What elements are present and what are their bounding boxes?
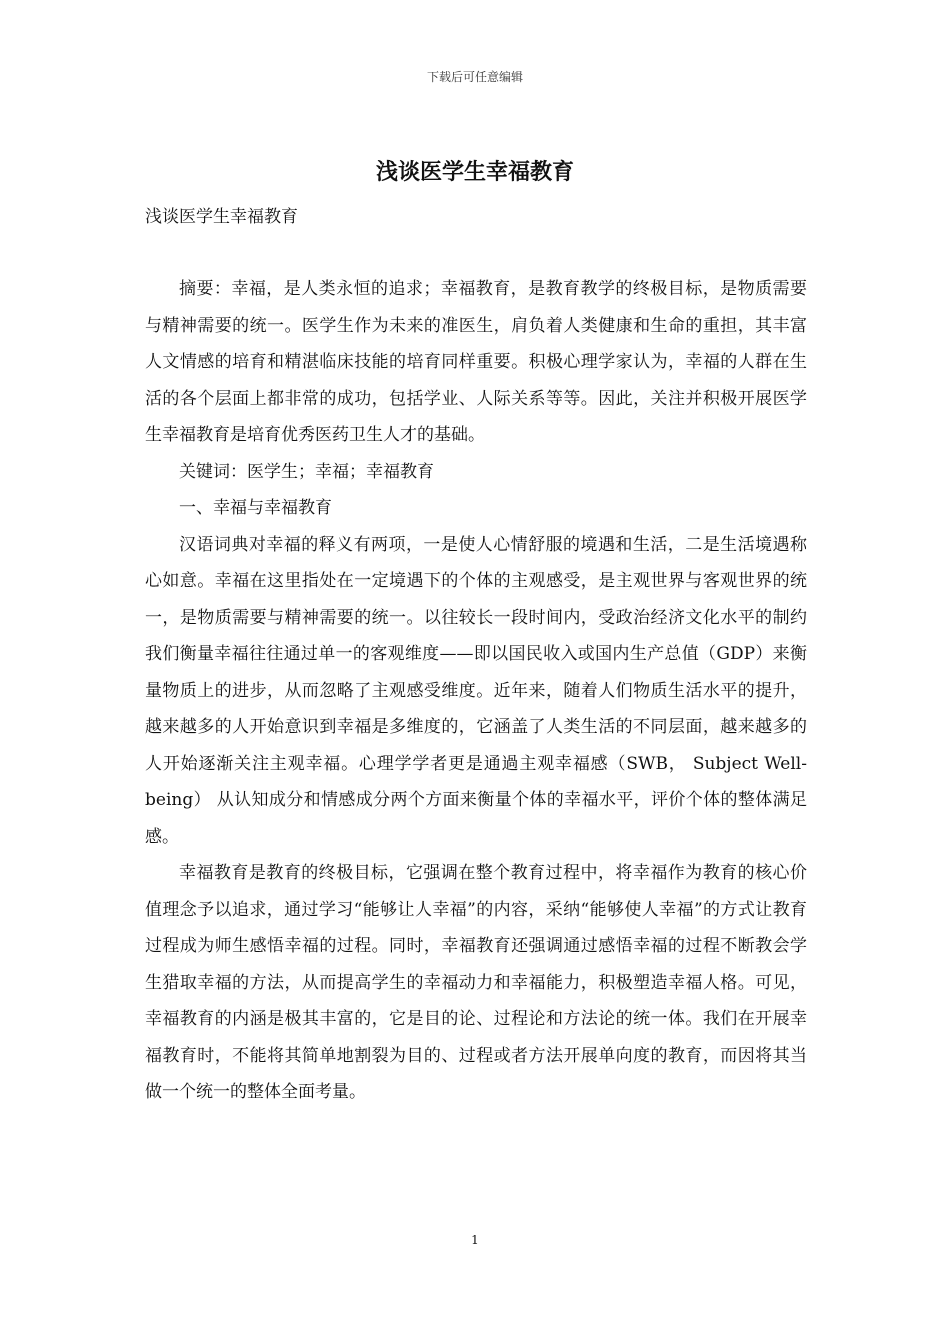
page-number: 1: [471, 1233, 479, 1247]
section-heading: 一、幸福与幸福教育: [179, 498, 332, 518]
body-paragraph: 幸福教育是教育的终极目标，它强调在整个教育过程中，将幸福作为教育的核心价值理念予以追求，通过学习“能够让人幸福”的内容，采纳“能够使人幸福”的方式让教育过程成为师生感悟幸福的过程。同时，幸福教育还强调通过感悟幸福的过程不断教会学生猎取幸福的方法，从而提高学生的幸福动力和幸福能力，积极塑造幸福人格。可见，幸福教育的内涵是极其丰富的，它是目的论、过程论和方法论的统一体。我们在开展幸福教育时，不能将其简单地割裂为目的、过程或者方法开展单向度的教育，而因将其当做一个统一的整体全面考量。: [145, 863, 807, 1102]
keywords-paragraph: 关键词：医学生；幸福；幸福教育: [179, 461, 434, 482]
document-body: [145, 271, 807, 1111]
abstract-paragraph: 摘要：幸福，是人类永恒的追求；幸福教育，是教育教学的终极目标，是物质需要与精神需要的统一。医学生作为未来的准医生，肩负着人类健康和生命的重担，其丰富人文情感的培育和精湛临床技能的培育同样重要。积极心理学家认为，幸福的人群在生活的各个层面上都非常的成功，包括学业、人际关系等等。因此，关注并积极开展医学生幸福教育是培育优秀医药卫生人才的基础。: [145, 279, 807, 445]
document-subtitle: 浅谈医学生幸福教育: [145, 207, 298, 227]
body-paragraph: 汉语词典对幸福的释义有两项，一是使人心情舒服的境遇和生活，二是生活境遇称心如意。幸福在这里指处在一定境遇下的个体的主观感受，是主观世界与客观世界的统一，是物质需要与精神需要的统一。以往较长一段时间内，受政治经济文化水平的制约我们衡量幸福往往通过单一的客观维度——即以国民收入或国内生产总值（GDP）来衡量物质上的进步，从而忽略了主观感受维度。近年来，随着人们物质生活水平的提升，越来越多的人开始意识到幸福是多维度的，它涵盖了人类生活的不同层面，越来越多的人开始逐渐关注主观幸福。心理学学者更是通過主观幸福感（SWB， Subject Well-being） 从认知成分和情感成分两个方面来衡量个体的幸福水平，评价个体的整体满足感。: [145, 534, 807, 847]
document-title: 浅谈医学生幸福教育: [375, 159, 574, 185]
header-note: 下载后可任意编辑: [426, 70, 523, 84]
